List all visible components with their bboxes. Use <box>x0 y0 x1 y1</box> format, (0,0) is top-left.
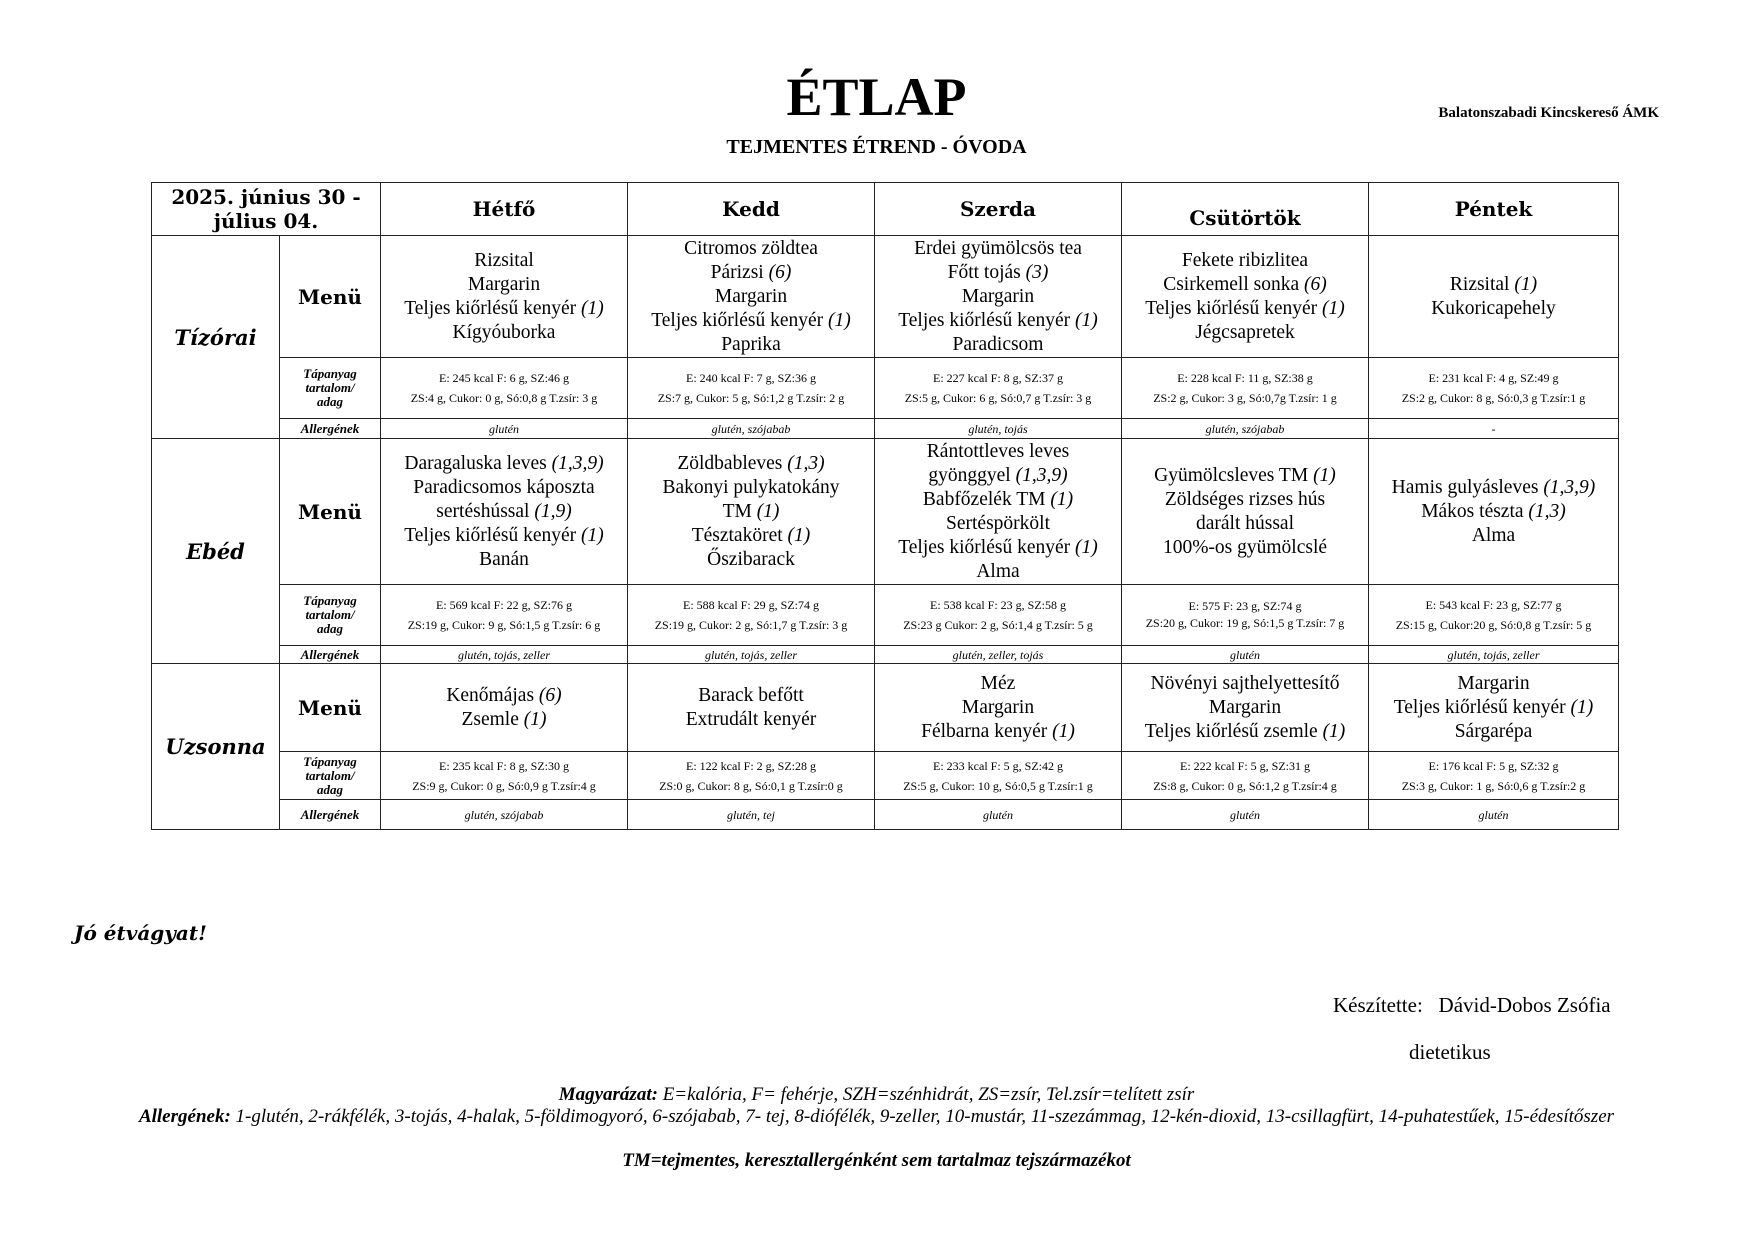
menu-item <box>879 237 1117 261</box>
nutrition-line: ZS:0 g, Cukor: 8 g, Só:0,1 g T.zsír:0 g <box>659 778 843 793</box>
allergen-codes: (1) <box>756 500 780 522</box>
menu-item <box>1126 321 1364 345</box>
menu-item-text: sertéshússal <box>436 500 535 522</box>
menu-item <box>632 309 870 333</box>
allergen-cell: glutén, tojás, zeller <box>1369 646 1619 664</box>
menu-item <box>879 560 1117 584</box>
menu-item-text: Alma <box>976 560 1020 582</box>
allergen-codes: (1) <box>581 297 604 319</box>
menu-cell <box>1369 236 1619 358</box>
nutrition-line: E: 227 kcal F: 8 g, SZ:37 g <box>933 371 1063 385</box>
menu-item-text: Teljes kiőrlésű kenyér <box>404 297 582 319</box>
menu-item <box>632 500 870 524</box>
meal-row-ebed-allergens <box>152 646 1619 664</box>
row-label-nutrition-line: adag <box>317 781 343 797</box>
nutrition-cell <box>875 752 1122 800</box>
menu-cell <box>1369 439 1619 585</box>
nutrition-cell <box>381 358 628 419</box>
institution-name: Balatonszabadi Kincskereső ÁMK <box>1438 105 1659 121</box>
menu-item-text: Paradicsom <box>952 333 1044 355</box>
menu-item-text: Teljes kiőrlésű kenyér <box>651 309 829 331</box>
menu-item <box>1373 696 1614 720</box>
menu-item-text: Margarin <box>961 696 1035 718</box>
author-line <box>1333 993 1611 1018</box>
menu-item <box>385 684 623 708</box>
menu-cell <box>628 236 875 358</box>
menu-item <box>385 524 623 548</box>
allergen-codes: (1) <box>1322 720 1346 742</box>
author-name: Dávid-Dobos Zsófia <box>1438 993 1611 1017</box>
menu-item-text: Teljes kiőrlésű zsemle <box>1144 720 1323 742</box>
menu-cell <box>875 439 1122 585</box>
legend-explanation-label: Magyarázat: <box>558 1084 658 1105</box>
menu-item <box>632 476 870 500</box>
nutrition-line: ZS:5 g, Cukor: 10 g, Só:0,5 g T.zsír:1 g <box>903 778 1093 793</box>
nutrition-cell <box>1122 752 1369 800</box>
legend-allergens-label: Allergének: <box>138 1106 231 1127</box>
meal-row-tizorai-allergens <box>152 419 1619 439</box>
nutrition-cell <box>875 585 1122 646</box>
allergen-cell: glutén <box>381 419 628 439</box>
row-label-nutrition <box>280 358 381 419</box>
menu-item-text: Daragaluska leves <box>404 452 552 474</box>
legend-explanation <box>100 1084 1653 1106</box>
menu-body <box>152 236 1619 830</box>
menu-item <box>385 548 623 572</box>
allergen-cell: glutén <box>1122 646 1369 664</box>
row-label-allergens: Allergének <box>280 800 381 830</box>
meal-name-uzsonna: Uzsonna <box>152 664 280 830</box>
nutrition-cell <box>628 585 875 646</box>
row-label-nutrition-line: tartalom/ <box>305 767 355 783</box>
row-label-nutrition <box>280 585 381 646</box>
meal-row-tizorai-nutrition <box>152 358 1619 419</box>
menu-cell <box>628 439 875 585</box>
menu-item <box>632 333 870 357</box>
meal-row-ebed-menu <box>152 439 1619 585</box>
allergen-cell: - <box>1369 419 1619 439</box>
allergen-codes: (6) <box>538 684 562 706</box>
menu-item-text: Teljes kiőrlésű kenyér <box>898 309 1076 331</box>
menu-item <box>879 261 1117 285</box>
nutrition-line: E: 538 kcal F: 23 g, SZ:58 g <box>930 598 1066 612</box>
menu-item <box>879 464 1117 488</box>
menu-item <box>1373 672 1614 696</box>
menu-item-text: Teljes kiőrlésű kenyér <box>898 536 1076 558</box>
author-label: Készítette: <box>1333 993 1423 1017</box>
menu-item-text: TM <box>722 500 757 522</box>
page-title: ÉTLAP <box>786 67 967 127</box>
menu-item <box>879 309 1117 333</box>
nutrition-cell <box>381 585 628 646</box>
menu-item-text: Őszibarack <box>707 548 795 570</box>
nutrition-line: ZS:19 g, Cukor: 2 g, Só:1,7 g T.zsír: 3 g <box>654 618 848 632</box>
menu-item-text: Mákos tészta <box>1421 500 1529 522</box>
menu-item-text: 100%-os gyümölcslé <box>1162 536 1328 558</box>
nutrition-line: E: 228 kcal F: 11 g, SZ:38 g <box>1177 371 1313 385</box>
nutrition-line: E: 231 kcal F: 4 g, SZ:49 g <box>1428 371 1559 385</box>
weekly-menu-table <box>151 182 1619 830</box>
menu-item-text: Zsemle <box>461 708 524 730</box>
menu-item <box>879 696 1117 720</box>
menu-item <box>1126 249 1364 273</box>
menu-item <box>385 708 623 732</box>
allergen-codes: (1) <box>1052 720 1075 742</box>
menu-item <box>385 321 623 345</box>
menu-item-text: Margarin <box>1457 672 1530 694</box>
menu-item <box>632 237 870 261</box>
menu-item-text: Rizsital <box>474 249 534 271</box>
allergen-codes: (1,3,9) <box>1015 464 1068 486</box>
allergen-cell: glutén, szójabab <box>1122 419 1369 439</box>
page-subtitle: TEJMENTES ÉTREND - ÓVODA <box>726 136 1027 158</box>
nutrition-line: ZS:2 g, Cukor: 3 g, Só:0,7g T.zsír: 1 g <box>1153 391 1337 405</box>
row-label-allergens: Allergének <box>280 419 381 439</box>
meal-name-ebed: Ebéd <box>152 439 280 664</box>
allergen-cell: glutén <box>1369 800 1619 830</box>
menu-item <box>879 536 1117 560</box>
menu-item-text: Kenőmájas <box>446 684 539 706</box>
legend-tm-note: TM=tejmentes, keresztallergénként sem tartalmaz tejszármazékot <box>622 1150 1131 1171</box>
nutrition-line: ZS:7 g, Cukor: 5 g, Só:1,2 g T.zsír: 2 g <box>657 391 845 405</box>
nutrition-cell <box>628 752 875 800</box>
allergen-codes: (3) <box>1025 261 1049 283</box>
menu-item-text: Margarin <box>714 285 788 307</box>
menu-item <box>1126 273 1364 297</box>
nutrition-line: E: 235 kcal F: 8 g, SZ:30 g <box>439 758 569 773</box>
allergen-cell: glutén, tojás, zeller <box>381 646 628 664</box>
meal-row-tizorai-menu <box>152 236 1619 358</box>
row-label-nutrition-line: adag <box>317 621 343 636</box>
meal-row-uzsonna-allergens <box>152 800 1619 830</box>
row-label-nutrition-line: adag <box>317 394 343 409</box>
menu-item <box>1373 273 1614 297</box>
menu-item <box>632 548 870 572</box>
menu-item-text: Csirkemell sonka <box>1163 273 1305 295</box>
menu-item <box>632 285 870 309</box>
meal-row-ebed-nutrition <box>152 585 1619 646</box>
allergen-codes: (1) <box>1075 309 1098 331</box>
menu-item <box>385 500 623 524</box>
allergen-codes: (1,3,9) <box>1543 476 1596 498</box>
menu-item-text: Teljes kiőrlésű kenyér <box>404 524 582 546</box>
menu-item-text: gyönggyel <box>928 464 1016 486</box>
row-label-menu: Menü <box>280 439 381 585</box>
allergen-cell: glutén, szójabab <box>628 419 875 439</box>
menu-item <box>879 488 1117 512</box>
meal-row-uzsonna-nutrition <box>152 752 1619 800</box>
nutrition-cell <box>875 358 1122 419</box>
allergen-codes: (6) <box>1304 273 1327 295</box>
meal-name-tizorai: Tízórai <box>152 236 280 439</box>
nutrition-line: ZS:9 g, Cukor: 0 g, Só:0,9 g T.zsír:4 g <box>412 778 596 793</box>
menu-item <box>632 452 870 476</box>
row-label-menu: Menü <box>280 236 381 358</box>
menu-item <box>1373 524 1614 548</box>
menu-item-text: Citromos zöldtea <box>684 237 818 259</box>
nutrition-cell <box>381 752 628 800</box>
allergen-codes: (1,9) <box>534 500 572 522</box>
nutrition-line: E: 245 kcal F: 6 g, SZ:46 g <box>439 371 569 385</box>
menu-item-text: Teljes kiőrlésű kenyér <box>1145 297 1323 319</box>
nutrition-cell <box>1369 752 1619 800</box>
menu-item <box>879 333 1117 357</box>
menu-cell <box>628 664 875 752</box>
nutrition-line: E: 543 kcal F: 23 g, SZ:77 g <box>1425 598 1562 612</box>
nutrition-cell <box>628 358 875 419</box>
menu-item <box>632 684 870 708</box>
menu-item-text: Babfőzelék TM <box>922 488 1051 510</box>
allergen-cell: glutén, tojás, zeller <box>628 646 875 664</box>
menu-item <box>1373 476 1614 500</box>
author-title: dietetikus <box>1409 1040 1491 1064</box>
nutrition-cell <box>1122 358 1369 419</box>
allergen-cell: glutén <box>875 800 1122 830</box>
menu-item-text: Margarin <box>1208 696 1282 718</box>
menu-item <box>1373 720 1614 744</box>
menu-item <box>879 285 1117 309</box>
menu-cell <box>1369 664 1619 752</box>
header-row <box>152 183 1619 236</box>
menu-item-text: Zöldséges rizses hús <box>1164 488 1326 510</box>
nutrition-line: E: 588 kcal F: 29 g, SZ:74 g <box>683 598 819 612</box>
nutrition-cell <box>1122 585 1369 646</box>
menu-item <box>1126 297 1364 321</box>
menu-cell <box>875 664 1122 752</box>
menu-item-text: Tésztaköret <box>691 524 788 546</box>
day-header-monday: Hétfő <box>381 183 628 236</box>
nutrition-line: ZS:8 g, Cukor: 0 g, Só:1,2 g T.zsír:4 g <box>1153 778 1337 793</box>
menu-item-text: Alma <box>1471 524 1516 546</box>
day-header-thursday: Csütörtök <box>1122 183 1369 236</box>
nutrition-line: E: 240 kcal F: 7 g, SZ:36 g <box>686 371 816 385</box>
row-label-menu: Menü <box>280 664 381 752</box>
menu-item-text: Margarin <box>961 285 1035 307</box>
nutrition-line: E: 176 kcal F: 5 g, SZ:32 g <box>1428 758 1559 773</box>
menu-item-text: Hamis gulyásleves <box>1391 476 1544 498</box>
row-label-nutrition-line: tartalom/ <box>305 607 355 622</box>
menu-item <box>1126 672 1364 696</box>
menu-item-text: Barack befőtt <box>698 684 804 706</box>
legend-explanation-text: E=kalória, F= fehérje, SZH=szénhidrát, ZS=zsír, Tel.zsír=telített zsír <box>657 1084 1195 1105</box>
allergen-codes: (1) <box>828 309 851 331</box>
menu-item-text: Méz <box>980 672 1016 694</box>
allergen-cell: glutén, tej <box>628 800 875 830</box>
menu-item <box>385 452 623 476</box>
menu-item-text: Jégcsapretek <box>1195 321 1295 343</box>
date-range <box>152 183 381 236</box>
allergen-codes: (1) <box>581 524 604 546</box>
menu-item-text: Sárgarépa <box>1454 720 1533 742</box>
nutrition-line: ZS:2 g, Cukor: 8 g, Só:0,3 g T.zsír:1 g <box>1401 391 1586 405</box>
row-label-nutrition-line: Tápanyag <box>303 593 357 608</box>
allergen-codes: (1) <box>1322 297 1345 319</box>
menu-cell <box>381 236 628 358</box>
menu-item <box>1373 500 1614 524</box>
nutrition-cell <box>1369 585 1619 646</box>
menu-cell <box>1122 664 1369 752</box>
menu-item-text: Növényi sajthelyettesítő <box>1150 672 1340 694</box>
row-label-nutrition <box>280 752 381 800</box>
menu-cell <box>875 236 1122 358</box>
menu-cell <box>381 664 628 752</box>
row-label-nutrition-line: tartalom/ <box>305 380 355 395</box>
allergen-codes: (1) <box>1514 273 1538 295</box>
menu-item-text: Extrudált kenyér <box>685 708 817 730</box>
nutrition-line: ZS:19 g, Cukor: 9 g, Só:1,5 g T.zsír: 6 g <box>407 618 601 632</box>
nutrition-line: ZS:23 g Cukor: 2 g, Só:1,4 g T.zsír: 5 g <box>903 618 1093 632</box>
allergen-cell: glutén, szójabab <box>381 800 628 830</box>
allergen-codes: (1,3) <box>787 452 825 474</box>
allergen-cell: glutén, tojás <box>875 419 1122 439</box>
menu-item-text: Félbarna kenyér <box>921 720 1053 742</box>
menu-item-text: Margarin <box>467 273 541 295</box>
menu-item-text: darált hússal <box>1195 512 1294 534</box>
allergen-codes: (1) <box>1313 464 1336 486</box>
allergen-codes: (1) <box>1050 488 1074 510</box>
menu-item <box>879 720 1117 744</box>
menu-item <box>385 297 623 321</box>
menu-item-text: Kígyóuborka <box>452 321 556 343</box>
allergen-codes: (1) <box>523 708 547 730</box>
menu-item-text: Rántottleves leves <box>926 440 1070 462</box>
meal-row-uzsonna-menu <box>152 664 1619 752</box>
menu-item-text: Paprika <box>721 333 781 355</box>
menu-item-text: Rizsital <box>1449 273 1515 295</box>
date-range-line: július 04. <box>213 209 319 233</box>
menu-item <box>632 261 870 285</box>
menu-cell <box>1122 439 1369 585</box>
nutrition-line: ZS:3 g, Cukor: 1 g, Só:0,6 g T.zsír:2 g <box>1401 778 1586 793</box>
nutrition-line: E: 233 kcal F: 5 g, SZ:42 g <box>933 758 1063 773</box>
menu-item-text: Fekete ribizlitea <box>1181 249 1309 271</box>
menu-item <box>879 512 1117 536</box>
row-label-allergens: Allergének <box>280 646 381 664</box>
allergen-codes: (1) <box>787 524 811 546</box>
menu-item-text: Gyümölcsleves TM <box>1154 464 1314 486</box>
menu-item <box>632 708 870 732</box>
menu-item <box>1126 488 1364 512</box>
menu-cell <box>1122 236 1369 358</box>
nutrition-line: E: 122 kcal F: 2 g, SZ:28 g <box>686 758 816 773</box>
menu-item-text: Teljes kiőrlésű kenyér <box>1393 696 1571 718</box>
menu-item <box>1126 512 1364 536</box>
row-label-nutrition-line: Tápanyag <box>303 366 357 381</box>
nutrition-line: ZS:4 g, Cukor: 0 g, Só:0,8 g T.zsír: 3 g <box>410 391 598 405</box>
menu-item <box>1126 464 1364 488</box>
allergen-codes: (1,3,9) <box>551 452 604 474</box>
menu-item-text: Kukoricapehely <box>1431 297 1556 319</box>
menu-item <box>632 524 870 548</box>
menu-item-text: Banán <box>479 548 529 570</box>
menu-item-text: Sertéspörkölt <box>946 512 1050 534</box>
day-header-friday: Péntek <box>1369 183 1619 236</box>
menu-item <box>879 440 1117 464</box>
nutrition-line: ZS:5 g, Cukor: 6 g, Só:0,7 g T.zsír: 3 g <box>904 391 1092 405</box>
menu-item-text: Paradicsomos káposzta <box>413 476 595 498</box>
menu-item-text: Párizsi <box>710 261 769 283</box>
date-range-line: 2025. június 30 - <box>171 185 361 209</box>
menu-item <box>385 476 623 500</box>
nutrition-cell <box>1369 358 1619 419</box>
menu-item <box>1126 536 1364 560</box>
menu-item <box>1126 720 1364 744</box>
nutrition-line: ZS:20 g, Cukor: 19 g, Só:1,5 g T.zsír: 7 g <box>1145 616 1345 630</box>
allergen-codes: (1,3) <box>1528 500 1566 522</box>
allergen-cell: glutén, zeller, tojás <box>875 646 1122 664</box>
menu-item-text: Erdei gyümölcsös tea <box>914 237 1082 259</box>
allergen-codes: (1) <box>1075 536 1098 558</box>
legend-allergens <box>100 1106 1653 1128</box>
allergen-codes: (1) <box>1570 696 1594 718</box>
nutrition-line: E: 575 F: 23 g, SZ:74 g <box>1188 599 1302 613</box>
menu-item <box>1373 297 1614 321</box>
allergen-cell: glutén <box>1122 800 1369 830</box>
menu-item <box>879 672 1117 696</box>
nutrition-line: E: 569 kcal F: 22 g, SZ:76 g <box>436 598 572 612</box>
menu-item-text: Bakonyi pulykatokány <box>662 476 840 498</box>
menu-item <box>385 249 623 273</box>
closing-greeting: Jó étvágyat! <box>74 921 207 945</box>
menu-cell <box>381 439 628 585</box>
allergen-codes: (6) <box>768 261 792 283</box>
nutrition-line: E: 222 kcal F: 5 g, SZ:31 g <box>1180 758 1310 773</box>
day-header-wednesday: Szerda <box>875 183 1122 236</box>
legend-allergens-text: 1-glutén, 2-rákfélék, 3-tojás, 4-halak, 5-földimogyoró, 6-szójabab, 7- tej, 8-diófélék, 9-zeller, 10-mustár, 11-szezámmag, 12-kén-dioxid, 13-csillagfürt, 14-puhatestűek, 15-édesítőszer <box>230 1106 1615 1127</box>
row-label-nutrition-line: Tápanyag <box>303 753 357 769</box>
day-header-tuesday: Kedd <box>628 183 875 236</box>
menu-item <box>1126 696 1364 720</box>
menu-item-text: Főtt tojás <box>947 261 1026 283</box>
menu-item <box>385 273 623 297</box>
nutrition-line: ZS:15 g, Cukor:20 g, Só:0,8 g T.zsír: 5 g <box>1395 618 1592 632</box>
menu-item-text: Zöldbableves <box>677 452 788 474</box>
